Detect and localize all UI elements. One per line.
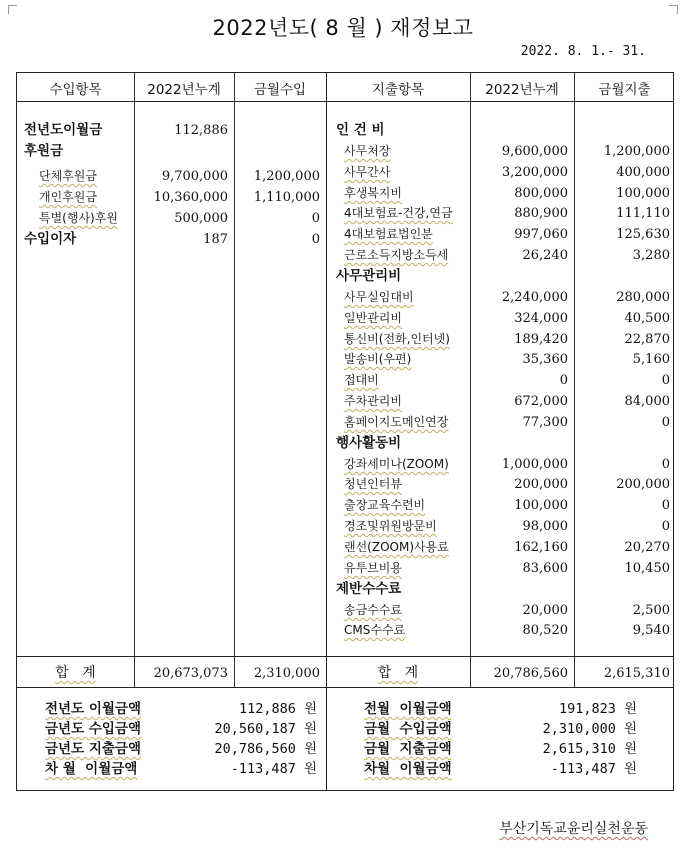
income-row-label-text: 특별(행사)후원 — [39, 211, 118, 225]
header-expense-cumulative: 2022년누계 — [485, 82, 559, 98]
header-income-month: 금월수입 — [253, 82, 307, 98]
expense-row-month: 0 — [661, 498, 670, 513]
summary-left-value: -113,487 원 — [230, 761, 317, 777]
summary-right-label-text: 전월 이월금액 — [364, 701, 452, 717]
income-row-label — [24, 229, 76, 250]
expense-row-label-text: 주차관리비 — [344, 394, 402, 408]
summary-left-label-text: 금년도 수입금액 — [45, 721, 141, 737]
summary-left-label — [45, 759, 137, 779]
expense-row-label-text: CMS수수료 — [344, 623, 406, 637]
expense-row-month: 84,000 — [624, 394, 670, 409]
finance-table — [16, 72, 674, 688]
expense-row-cumulative: 189,420 — [514, 332, 568, 347]
organization-name-text: 부산기독교윤리실천운동 — [499, 821, 648, 837]
expense-row-cumulative: 1,000,000 — [501, 457, 568, 472]
expense-row-label-text: 유투브비용 — [344, 561, 402, 575]
expense-row-label — [336, 266, 401, 287]
expense-row-label-text: 랜선(ZOOM)사용료 — [344, 540, 449, 554]
expense-row-cumulative: 162,160 — [514, 540, 568, 555]
income-total-cumulative: 20,673,073 — [153, 666, 228, 681]
income-row-cumulative: 112,886 — [174, 123, 228, 138]
expense-row-cumulative: 98,000 — [522, 519, 568, 534]
summary-right-label — [364, 719, 452, 739]
balance-summary — [16, 688, 674, 791]
income-row-label-text: 단체후원금 — [39, 169, 97, 183]
expense-row-month — [574, 579, 670, 600]
header-divider — [17, 101, 673, 102]
expense-row-month: 9,540 — [632, 623, 670, 638]
expense-row-label — [344, 224, 433, 245]
income-row-label — [39, 166, 97, 187]
summary-left-value: 112,886 원 — [238, 701, 317, 717]
expense-row-label-text: 송금수수료 — [344, 603, 402, 617]
expense-row-label-text: 사무관리비 — [336, 268, 402, 284]
expense-row-cumulative: 0 — [559, 373, 568, 388]
expense-row-label — [344, 391, 402, 412]
income-row-label-text: 수입이자 — [24, 231, 77, 247]
summary-left-label-text: 전년도 이월금액 — [45, 701, 141, 717]
expense-row-cumulative: 9,600,000 — [501, 144, 568, 159]
expense-row-label — [344, 162, 390, 183]
report-period: 2022. 8. 1.- 31. — [520, 44, 646, 59]
header-income-item: 수입항목 — [49, 82, 102, 98]
expense-row-label — [344, 454, 449, 475]
expense-row-label-text: 4대보험료-건강,연금 — [344, 206, 453, 220]
expense-row-month: 40,500 — [624, 311, 670, 326]
header-expense-item: 지출항목 — [371, 82, 425, 98]
expense-row-cumulative: 324,000 — [514, 311, 568, 326]
income-row-cumulative: 500,000 — [174, 211, 228, 226]
summary-left-label — [45, 699, 141, 719]
summary-right-value: 191,823 원 — [558, 701, 637, 717]
expense-row-month: 111,110 — [616, 206, 670, 221]
expense-row-cumulative: 997,060 — [514, 227, 568, 242]
expense-row-cumulative: 20,000 — [522, 603, 568, 618]
income-row-month — [234, 120, 320, 141]
expense-row-label-text: 제반수수료 — [336, 581, 402, 597]
expense-row-cumulative: 672,000 — [514, 394, 568, 409]
expense-row-label — [344, 412, 448, 433]
expense-row-cumulative: 35,360 — [522, 352, 568, 367]
expense-row-label-text: 강좌세미나(ZOOM) — [344, 457, 449, 471]
expense-row-label-text: 사무간사 — [344, 165, 391, 179]
income-row-label — [39, 208, 118, 229]
expense-row-month — [574, 433, 670, 454]
summary-right-label — [364, 739, 452, 759]
expense-row-month: 0 — [661, 373, 670, 388]
expense-row-label — [344, 203, 453, 224]
expense-row-label — [344, 141, 390, 162]
expense-row-cumulative — [470, 266, 568, 287]
expense-row-label-text: 행사활동비 — [336, 435, 402, 451]
summary-divider — [326, 688, 327, 790]
expense-row-label-text: 사무처장 — [344, 144, 391, 158]
expense-row-label-text: 4대보험료법인분 — [344, 227, 433, 241]
expense-row-label-text: 일반관리비 — [344, 311, 402, 325]
income-row-cumulative: 187 — [203, 232, 228, 247]
expense-row-label — [336, 579, 401, 600]
summary-right-label-text: 차월 이월금액 — [364, 761, 452, 777]
income-row-cumulative: 10,360,000 — [153, 190, 228, 205]
income-row-month — [234, 141, 320, 162]
expense-row-cumulative — [470, 579, 568, 600]
expense-row-label — [336, 120, 385, 141]
expense-total-cumulative: 20,786,560 — [493, 666, 568, 681]
income-total-label-text: 합 계 — [55, 665, 96, 681]
expense-total-label-text: 합 계 — [377, 665, 419, 681]
expense-row-month: 1,200,000 — [603, 144, 670, 159]
income-row-cumulative: 9,700,000 — [161, 169, 228, 184]
expense-row-label-text: 접대비 — [344, 373, 379, 387]
income-row-month: 1,110,000 — [253, 190, 320, 205]
income-row-month: 0 — [311, 232, 320, 247]
summary-right-value: 2,310,000 원 — [542, 721, 637, 737]
expense-row-label-text: 청년인터뷰 — [344, 477, 402, 491]
expense-row-label — [336, 433, 401, 454]
expense-row-cumulative: 100,000 — [514, 498, 568, 513]
expense-row-cumulative: 26,240 — [522, 248, 568, 263]
expense-row-label-text: 사무실임대비 — [344, 290, 414, 304]
expense-row-cumulative — [470, 433, 568, 454]
income-row-month: 1,200,000 — [253, 169, 320, 184]
expense-row-label — [344, 495, 425, 516]
expense-row-label-text: 홈페이지도메인연장 — [344, 415, 449, 429]
expense-row-cumulative: 880,900 — [514, 206, 568, 221]
report-title: 2022년도( 8 월 ) 재정보고 — [212, 16, 474, 40]
expense-row-label — [344, 516, 437, 537]
income-row-label-text: 개인후원금 — [39, 190, 97, 204]
expense-row-label — [344, 329, 450, 350]
summary-left-label-text: 금년도 지출금액 — [45, 741, 141, 757]
summary-left-label-text: 차 월 이월금액 — [45, 761, 138, 777]
expense-row-cumulative: 3,200,000 — [501, 165, 568, 180]
expense-row-label — [344, 349, 411, 370]
expense-row-month: 22,870 — [624, 332, 670, 347]
summary-left-label — [45, 719, 141, 739]
expense-row-label-text: 경조및위원방문비 — [344, 519, 437, 533]
summary-right-label — [364, 759, 452, 779]
expense-row-cumulative — [470, 120, 568, 141]
expense-row-label — [344, 537, 449, 558]
expense-row-month: 100,000 — [616, 186, 670, 201]
summary-left-value: 20,560,187 원 — [214, 721, 317, 737]
expense-row-label — [344, 600, 402, 621]
income-row-label — [24, 120, 102, 141]
expense-row-label-text: 후생복지비 — [344, 186, 402, 200]
expense-row-label-text: 통신비(전화,인터넷) — [344, 332, 450, 346]
expense-row-label — [344, 558, 402, 579]
income-total-label — [17, 663, 134, 684]
expense-row-month: 0 — [661, 415, 670, 430]
expense-row-label — [344, 474, 402, 495]
expense-row-cumulative: 83,600 — [522, 561, 568, 576]
summary-left-value: 20,786,560 원 — [214, 741, 317, 757]
summary-right-label-text: 금월 수입금액 — [364, 721, 452, 737]
expense-row-label — [344, 245, 448, 266]
expense-row-cumulative: 200,000 — [514, 477, 568, 492]
expense-row-label — [344, 308, 402, 329]
income-row-label — [24, 141, 63, 162]
expense-row-cumulative: 800,000 — [514, 186, 568, 201]
income-row-label-text: 전년도이월금 — [24, 122, 103, 138]
expense-row-month: 125,630 — [616, 227, 670, 242]
header-expense-month: 금월지출 — [598, 82, 651, 98]
expense-row-month — [574, 120, 670, 141]
income-row-cumulative — [134, 141, 228, 162]
income-total-month: 2,310,000 — [253, 666, 320, 681]
expense-row-label — [344, 287, 414, 308]
expense-row-month — [574, 266, 670, 287]
expense-row-cumulative: 80,520 — [522, 623, 568, 638]
totals-divider — [17, 656, 673, 657]
summary-right-label-text: 금월 지출금액 — [364, 741, 452, 757]
expense-row-label-text: 발송비(우편) — [344, 352, 412, 366]
expense-row-label-text: 인 건 비 — [336, 122, 385, 138]
expense-row-month: 5,160 — [632, 352, 670, 367]
expense-row-month: 10,450 — [624, 561, 670, 576]
income-row-month: 0 — [311, 211, 320, 226]
summary-right-value: 2,615,310 원 — [542, 741, 637, 757]
expense-row-label — [344, 183, 402, 204]
expense-total-month: 2,615,310 — [603, 666, 670, 681]
expense-row-label — [344, 620, 405, 641]
summary-left-label — [45, 739, 141, 759]
summary-right-value: -113,487 원 — [550, 761, 637, 777]
expense-row-month: 200,000 — [616, 477, 670, 492]
expense-row-label — [344, 370, 379, 391]
col-divider-center — [326, 73, 327, 687]
expense-row-label-text: 근로소득지방소득세 — [344, 248, 449, 262]
income-row-label — [39, 187, 97, 208]
header-income-cumulative: 2022년누계 — [147, 82, 221, 98]
expense-row-cumulative: 2,240,000 — [501, 290, 568, 305]
income-row-label-text: 후원금 — [24, 143, 64, 159]
summary-right-label — [364, 699, 452, 719]
expense-total-label — [326, 663, 470, 684]
organization-name — [499, 818, 648, 838]
expense-row-month: 280,000 — [616, 290, 670, 305]
expense-row-label-text: 출장교육수련비 — [344, 498, 426, 512]
expense-row-month: 3,280 — [632, 248, 670, 263]
expense-row-month: 0 — [661, 457, 670, 472]
expense-row-month: 20,270 — [624, 540, 670, 555]
expense-row-cumulative: 77,300 — [522, 415, 568, 430]
expense-row-month: 2,500 — [632, 603, 670, 618]
expense-row-month: 0 — [661, 519, 670, 534]
expense-row-month: 400,000 — [616, 165, 670, 180]
